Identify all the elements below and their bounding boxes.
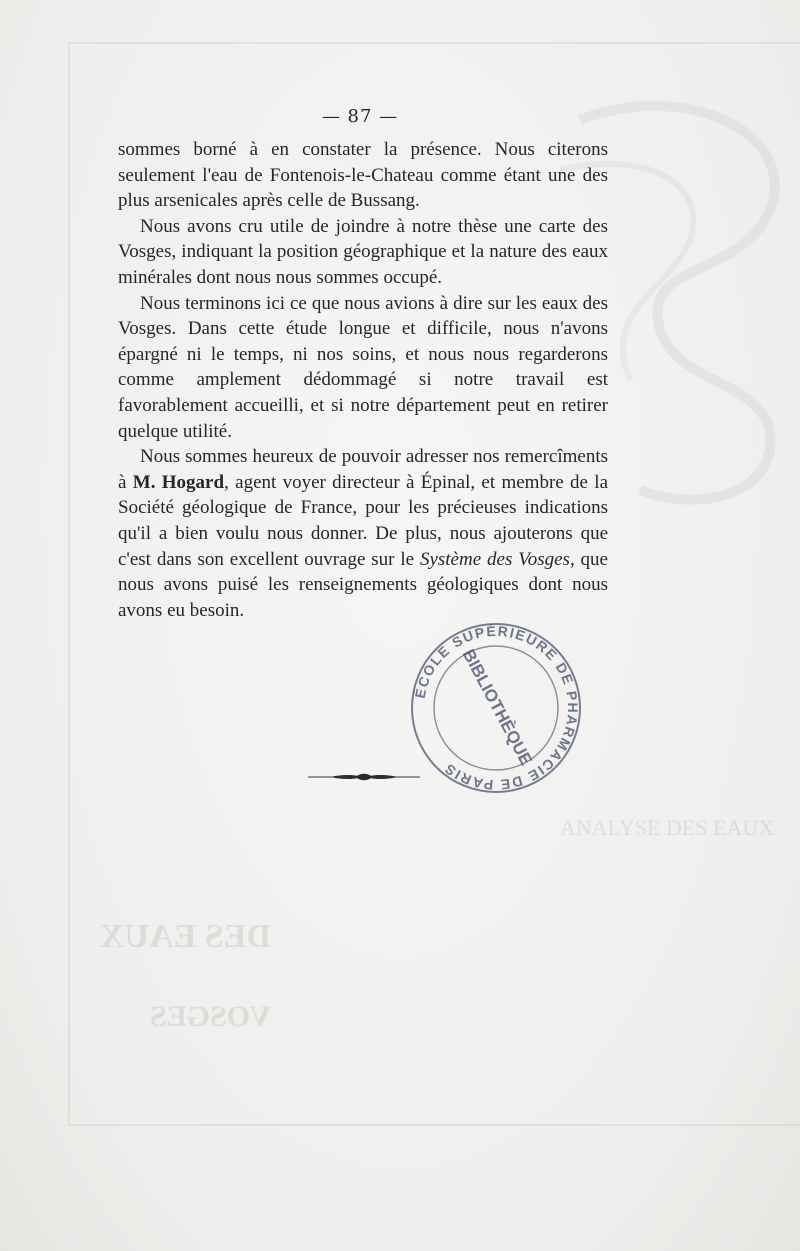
text-run: , que nous avons puisé les renseignements géologiques dont nous avons eu besoin. (118, 548, 608, 621)
paragraph (118, 444, 608, 623)
bleed-through-text: VOSGES (150, 1000, 272, 1033)
bleed-through-text: DES EAUX (100, 918, 271, 955)
stamp-outer-text: ÉCOLE SUPÉRIEURE DE PHARMACIE DE PARIS (411, 622, 582, 794)
paragraph: Nous avons cru utile de joindre à notre thèse une carte des Vosges, indiquant la position géographique et la nature des eaux minérales dont nous nous sommes occupé. (118, 215, 608, 288)
fleuron-ornament (308, 770, 420, 784)
library-stamp (408, 620, 584, 796)
stamp-inner-text: BIBLIOTHÈQUE (458, 646, 536, 769)
text-run: , agent voyer directeur à Épinal, et membre de la Société géologique de France, pour les précieuses indications qu'il a bien voulu nous donner. De plus, nous ajouterons que c'est dans son excellent ouvrage sur le (118, 471, 609, 570)
text-run: Nous sommes heureux de pouvoir adresser nos remercîments à (118, 446, 608, 493)
paragraph: sommes borné à en constater la présence. Nous citerons seulement l'eau de Fontenois-le-Chateau comme étant une des plus arsenicales après celle de Bussang. (118, 139, 608, 212)
paragraph: Nous terminons ici ce que nous avions à dire sur les eaux des Vosges. Dans cette étude longue et difficile, nous n'avons épargné ni le temps, ni nos soins, et nous nous regarderons comme amplement dédommagé si notre travail est favorablement accueilli, et si notre département peut en retirer quelque utilité. (118, 292, 608, 442)
book-title: Système des Vosges (419, 548, 570, 570)
page-number: — 87 — (321, 106, 399, 127)
body-text (118, 137, 608, 623)
person-name: M. Hogard (132, 471, 225, 493)
bleed-through-text: ANALYSE DES EAUX (560, 815, 775, 840)
